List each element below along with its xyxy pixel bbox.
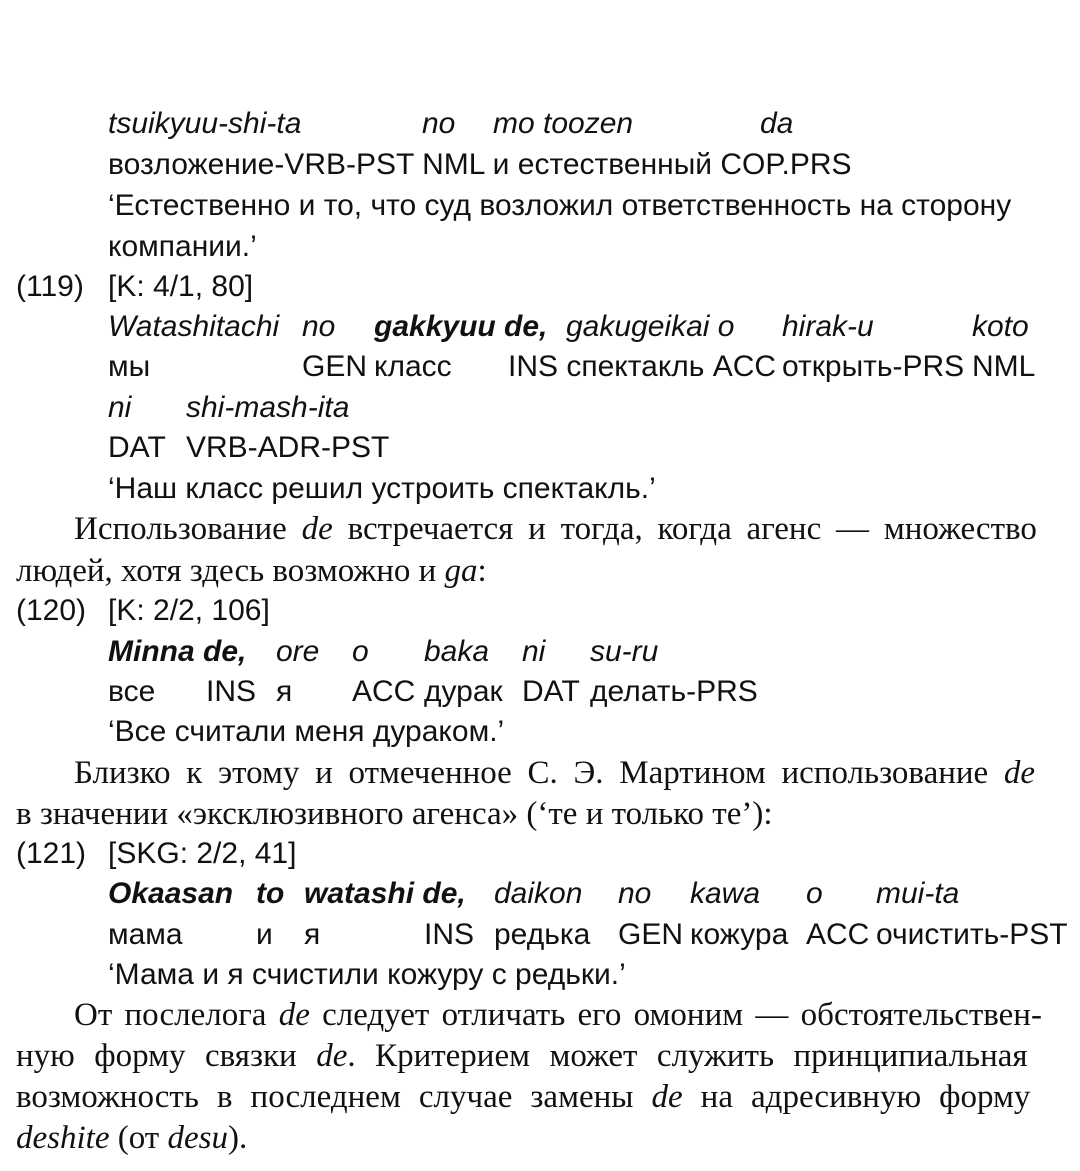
gloss-word: редька [494,918,591,951]
italic-term: de [316,1038,348,1074]
jp-word-bold: to [256,877,285,910]
text-run: От послелога [74,997,279,1033]
jp-word: mo toozen [493,107,634,140]
gloss-word: INS спектакль ACC [508,350,777,383]
jp-word: mui-ta [876,877,960,910]
italic-term: de [651,1079,683,1115]
translation-line: ‘Естественно и то, что суд возложил ответственность на сторону [108,189,1012,222]
jp-word: gakugeikai o [566,310,735,343]
gloss-word: все [108,675,156,708]
jp-word: kawa [690,877,761,910]
jp-word: no [422,107,456,140]
gloss-line: возложение-VRB-PST NML и естественный COP.PRS [108,148,852,181]
jp-word: ni [108,391,132,424]
italic-term: deshite [16,1120,110,1156]
gloss-word: GEN [302,350,368,383]
paragraph-line [16,1038,1028,1074]
gloss-word: класс [374,350,452,383]
example-source: [K: 2/2, 106] [108,594,270,627]
gloss-word: DAT [108,431,166,464]
text-run: ную форму связки [16,1038,317,1074]
example-source: [SKG: 2/2, 41] [108,837,297,870]
paragraph-line: в значении «эксклюзивного агенса» (‘те и только те’): [16,796,773,832]
gloss-word: я [276,675,293,708]
jp-word: shi-mash-ita [186,391,350,424]
text-run: встречается и тогда, когда агенс — множество [332,511,1037,547]
gloss-word: я [304,918,321,951]
jp-word: tsuikyuu-shi-ta [108,107,302,140]
italic-term: desu [167,1120,228,1156]
text-run: Близко к этому и отмеченное С. Э. Мартином использование [74,755,1004,791]
text-run: возможность в последнем случае замены [16,1079,652,1115]
gloss-word: делать-PRS [590,675,758,708]
gloss-word: мы [108,350,151,383]
gloss-word: NML [972,350,1036,383]
gloss-word: и [256,918,273,951]
example-source: [K: 4/1, 80] [108,270,254,303]
translation-line: компании.’ [108,230,257,263]
gloss-word: очистить-PST [876,918,1068,951]
jp-word: no [302,310,336,343]
jp-word-bold: watashi de, [304,877,466,910]
italic-term: de [301,511,333,547]
gloss-word: VRB-ADR-PST [186,431,390,464]
jp-word-bold: gakkyuu de, [374,310,548,343]
example-number: (120) [16,594,87,627]
italic-term: de [1003,755,1036,791]
jp-word: da [760,107,794,140]
gloss-word: мама [108,918,183,951]
translation-line: ‘Наш класс решил устроить спектакль.’ [108,472,656,505]
gloss-word: INS [424,918,475,951]
example-number: (119) [16,270,84,303]
jp-word-bold: Okaasan [108,877,234,910]
paragraph-line [16,1079,1030,1115]
italic-term: de [278,997,310,1033]
text-run: ). [227,1120,248,1156]
text-run: Использование [74,511,302,547]
jp-word: no [618,877,652,910]
text-run: : [477,553,487,589]
gloss-word: DAT [522,675,580,708]
translation-line: ‘Мама и я счистили кожуру с редьки.’ [108,958,626,991]
jp-word-bold: Minna de, [108,635,247,668]
jp-word: hirak-u [782,310,874,343]
gloss-word: GEN [618,918,684,951]
text-run: на адресивную форму [682,1079,1031,1115]
jp-word: su-ru [590,635,659,668]
paragraph-line [16,553,487,589]
gloss-word: кожура [690,918,789,951]
paragraph-line [74,997,1042,1033]
jp-word: o [806,877,823,910]
gloss-word: дурак [424,675,503,708]
jp-word: Watashitachi [108,310,280,343]
gloss-word: INS [206,675,257,708]
gloss-word: открыть-PRS [782,350,965,383]
gloss-word: ACC [806,918,870,951]
jp-word: ni [522,635,546,668]
jp-word: o [352,635,369,668]
jp-word: koto [972,310,1029,343]
gloss-word: ACC [352,675,416,708]
translation-line: ‘Все считали меня дураком.’ [108,715,505,748]
text-run: (от [109,1120,168,1156]
text-run: следует отличать его омоним — обстоятельствен- [309,997,1042,1033]
text-run: . Критерием может служить принципиальная [347,1038,1028,1074]
paragraph-line [74,511,1037,547]
paragraph-line [74,755,1035,791]
italic-term: ga [444,553,478,589]
paragraph-line [16,1120,247,1156]
example-number: (121) [16,837,87,870]
jp-word: baka [424,635,490,668]
text-run: людей, хотя здесь возможно и [16,553,445,589]
jp-word: ore [276,635,320,668]
jp-word: daikon [494,877,583,910]
